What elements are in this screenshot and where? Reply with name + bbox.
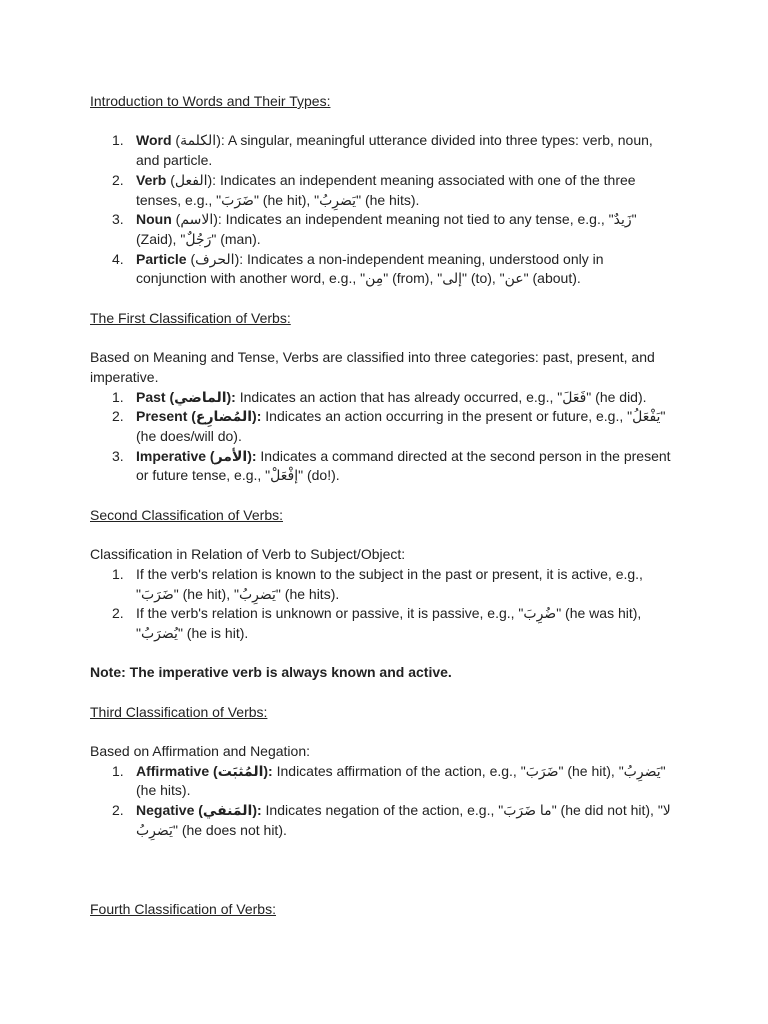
list-item: 3. Imperative (الأمر): Indicates a command directed at the second person in the present or future tense, e.g., "إفْعَلْ" (do!).: [112, 447, 671, 484]
word-types-list: [90, 131, 678, 289]
definition: : Indicates an independent meaning not tied to any tense, e.g., "زَيدٌ" (Zaid), "رَجُلٌ" (man).: [136, 211, 637, 247]
term: Verb: [136, 171, 167, 188]
definition: Indicates an action that has already occurred, e.g., "فَعَلَ" (he did).: [235, 388, 647, 405]
definition: : A singular, meaningful utterance divided into three types: verb, noun, and particle.: [136, 132, 653, 169]
term: Affirmative (المُثبَت):: [136, 762, 273, 779]
term: Imperative (الأمر):: [136, 447, 257, 464]
definition: Indicates negation of the action, e.g., "ما ضَرَبَ" (he did not hit), "لا يَضرِبُ" (he does not hit).: [136, 802, 671, 838]
second-classification-intro: Classification in Relation of Verb to Subject/Object:: [90, 546, 406, 563]
second-classification-heading: Second Classification of Verbs:: [90, 506, 283, 523]
list-item: 2. Present (المُضارِع): Indicates an action occurring in the present or future, e.g., "يَفْعَلُ" (he does/will do).: [112, 408, 666, 444]
affirmation-list: [90, 762, 678, 841]
list-item: 1. Word (الكلمة): A singular, meaningful utterance divided into three types: verb, noun, and particle.: [112, 132, 653, 169]
term: Noun: [136, 211, 172, 228]
list-item: 1. If the verb's relation is known to the subject in the past or present, it is active, e.g., "ضَرَبَ" (he hit), "يَضرِبُ" (he hits).: [112, 565, 643, 602]
list-item: 3. Noun (الاسم): Indicates an independent meaning not tied to any tense, e.g., "زَيدٌ" (Zaid), "رَجُلٌ" (man).: [112, 211, 637, 247]
definition: : Indicates a non-independent meaning, understood only in conjunction with another word, e.g., "مِن" (from), "إلى" (to), "عن" (about).: [136, 250, 604, 287]
definition: If the verb's relation is unknown or passive, it is passive, e.g., "ضُرِبَ" (he was hit), "يُضرَبُ" (he is hit).: [136, 605, 642, 641]
tense-list: [90, 388, 678, 487]
term: Present (المُضارِع):: [136, 408, 262, 425]
term: Particle: [136, 250, 187, 267]
term: Word: [136, 132, 172, 149]
definition: Indicates an action occurring in the present or future, e.g., "يَفْعَلُ" (he does/will do).: [136, 408, 666, 444]
first-classification-intro: Based on Meaning and Tense, Verbs are classified into three categories: past, present, and imperative.: [90, 349, 655, 385]
list-item: 4. Particle (الحرف): Indicates a non-independent meaning, understood only in conjunction with another word, e.g., "مِن" (from), "إلى" (to), "عن" (about).: [112, 250, 604, 287]
arabic-term: (الكلمة): [175, 132, 221, 149]
definition: Indicates affirmation of the action, e.g., "ضَرَبَ" (he hit), "يَضرِبُ" (he hits).: [136, 762, 666, 799]
list-item: 2. Negative (المَنفي): Indicates negation of the action, e.g., "ما ضَرَبَ" (he did not hit), "لا يَضرِبُ" (he does not hit).: [112, 802, 671, 838]
third-classification-heading: Third Classification of Verbs:: [90, 703, 268, 720]
term: Past (الماضي):: [136, 388, 236, 405]
term: Negative (المَنفي):: [136, 802, 262, 819]
arabic-term: (الحرف): [190, 250, 240, 267]
intro-heading: Introduction to Words and Their Types:: [90, 93, 331, 109]
list-item: 2. Verb (الفعل): Indicates an independent meaning associated with one of the three tenses, e.g., "ضَرَبَ" (he hit), "يَضرِبُ" (he hits).: [112, 171, 636, 208]
fourth-classification-heading: Fourth Classification of Verbs:: [90, 900, 276, 917]
arabic-term: (الاسم): [175, 211, 218, 228]
voice-list: [90, 565, 678, 644]
arabic-term: (الفعل): [170, 171, 213, 188]
list-item: 2. If the verb's relation is unknown or passive, it is passive, e.g., "ضُرِبَ" (he was hit), "يُضرَبُ" (he is hit).: [112, 605, 642, 641]
definition: If the verb's relation is known to the subject in the past or present, it is active, e.g., "ضَرَبَ" (he hit), "يَضرِبُ" (he hits).: [136, 565, 643, 602]
first-classification-heading: The First Classification of Verbs:: [90, 309, 291, 326]
definition: : Indicates an independent meaning associated with one of the three tenses, e.g., "ضَرَبَ" (he hit), "يَضرِبُ" (he hits).: [136, 171, 636, 208]
definition: Indicates a command directed at the second person in the present or future tense, e.g., "إفْعَلْ" (do!).: [136, 447, 671, 484]
list-item: 1. Affirmative (المُثبَت): Indicates affirmation of the action, e.g., "ضَرَبَ" (he hit), "يَضرِبُ" (he hits).: [112, 762, 666, 799]
imperative-note: Note: The imperative verb is always known and active.: [90, 664, 452, 681]
list-item: 1. Past (الماضي): Indicates an action that has already occurred, e.g., "فَعَلَ" (he did).: [112, 388, 647, 405]
third-classification-intro: Based on Affirmation and Negation:: [90, 743, 311, 760]
